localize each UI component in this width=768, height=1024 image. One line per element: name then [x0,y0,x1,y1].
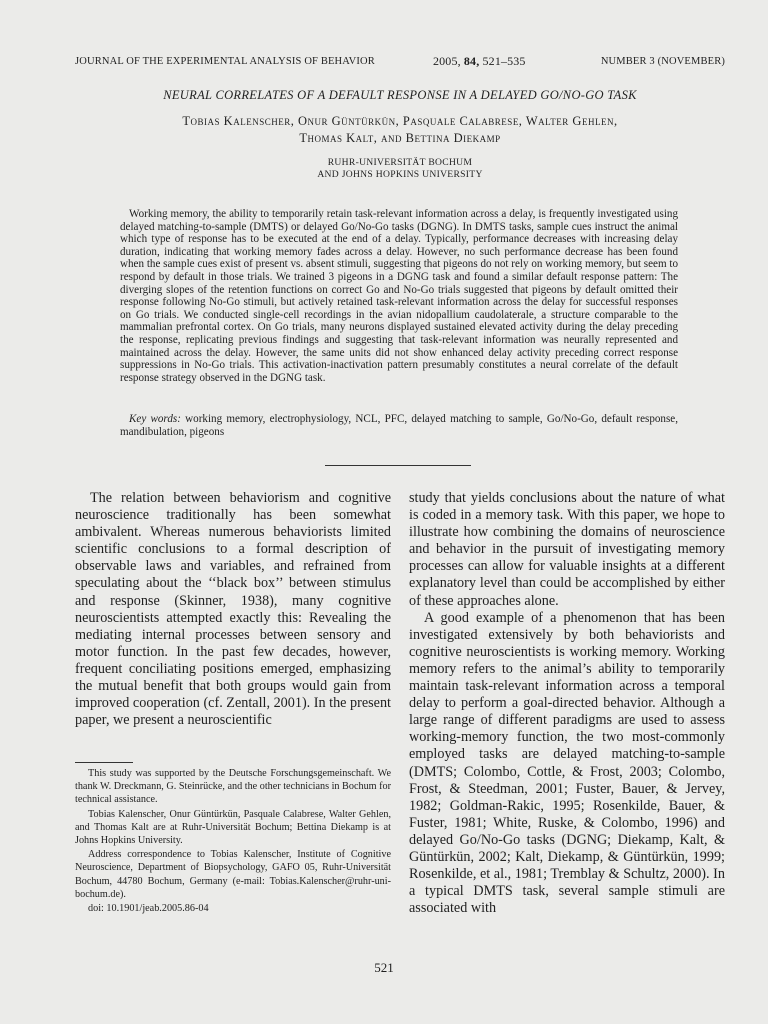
issue-number: NUMBER 3 (NOVEMBER) [600,56,725,67]
affiliations [75,157,725,180]
affiliation-line-1: RUHR-UNIVERSITÄT BOCHUM [327,157,473,168]
page-number: 521 [374,960,394,975]
keywords-text: working memory, electrophysiology, NCL, PFC, delayed matching to sample, Go/No-Go, default response, mandibulation, pigeons [120,413,678,438]
abstract: Working memory, the ability to temporarily retain task-relevant information across a delay, is frequently investigated using delayed matching-to-sample (DMTS) or delayed Go/No-Go tasks (DGNG). In DMTS tasks, sample cues instruct the animal which type of response has to be executed at the end of a delay. Typically, performance decreases with increasing delay duration, indicating that working memory fades across a delay. However, no such performance decrease has been found when the sample cues exist of present vs. absent stimuli, suggesting that pigeons do not rely on working memory, but seem to respond by default in those trials. We trained 3 pigeons in a DGNG task and found a similar default response pattern: The diverging slopes of the retention functions on correct Go and No-Go trials suggested that pigeons by default omitted their response following No-Go stimuli, but actively retained task-relevant information across the delay for successful responses on Go trials. We conducted single-cell recordings in the avian nidopallium caudolaterale, a structure comparable to the mammalian prefrontal cortex. On Go trials, many neurons displayed sustained elevated activity during the delay preceding the response, replicating previous findings and suggesting that task-relevant information was neurally represented and maintained across the delay. However, the same units did not show enhanced delay activity preceding correct response suppressions in No-Go trials. This activation-inactivation pattern presumably constitutes a neural correlate of the default response strategy observed in the DGNG task. [120,208,678,384]
citation-pages: 521–535 [482,54,526,68]
citation-volume: 84, [463,54,480,68]
footnote-doi: doi: 10.1901/jeab.2005.86-04 [88,903,209,915]
journal-name: JOURNAL OF THE EXPERIMENTAL ANALYSIS OF BEHAVIOR [75,56,375,67]
author-list [75,113,725,147]
body-paragraph: A good example of a phenomenon that has been investigated extensively by both behaviorists and cognitive neuroscientists is working memory. Working memory refers to the animal’s ability to temporarily maintain task-relevant information across a temporal delay to perform a goal-directed behavior. Although a large range of different paradigms are used to assess working-memory function, the two most-commonly employed tasks are delayed matching-to-sample (DMTS; Colombo, Cottle, & Frost, 2003; Colombo, Frost, & Steedman, 2001; Fuster, Bauer, & Jervey, 1982; Goldman-Rakic, 1995; Rosenkilde, Bauer, & Fuster, 1981; White, Ruske, & Colombo, 1996) and delayed Go/No-Go tasks (DGNG; Diekamp, Kalt, & Güntürkün, 2002; Kalt, Diekamp, & Güntürkün, 1999; Rosenkilde, et al., 1981; Tremblay & Schultz, 2000). In a typical DMTS task, several sample stimuli are associated with [409,609,725,917]
running-header [75,54,725,70]
body-column-left [75,490,391,729]
footnote-divider [75,762,133,763]
affiliation-line-2: AND JOHNS HOPKINS UNIVERSITY [317,168,483,180]
author-line-2: Thomas Kalt, and Bettina Diekamp [299,131,501,145]
body-paragraph-continued: study that yields conclusions about the nature of what is coded in a memory task. With this paper, we hope to illustrate how combining the domains of neuroscience and behavior in the pursuit of investigating memory processes can allow for valuable insights at a different explanatory level than could be accomplished by either of these approaches alone. [409,490,725,609]
footnotes [75,767,391,916]
footnote-correspondence: Address correspondence to Tobias Kalenscher, Institute of Cognitive Neuroscience, Department of Biopsychology, GAFO 05, Ruhr-Universität Bochum, 44780 Bochum, Germany (e-mail: Tobias.Kalenscher@ruhr-uni-bochum.de). [75,849,391,900]
footnote-authors: Tobias Kalenscher, Onur Güntürkün, Pasquale Calabrese, Walter Gehlen, and Thomas Kalt are at Ruhr-Universität Bochum; Bettina Diekamp is at Johns Hopkins University. [75,808,391,847]
body-column-right [409,490,725,917]
keywords [120,413,678,439]
body-paragraph: The relation between behaviorism and cognitive neuroscience traditionally has been somewhat ambivalent. Whereas numerous behaviorists limited scientific conclusions to a formal description of observable laws and variables, and refrained from speculating about the ‘‘black box’’ between stimulus and response (Skinner, 1938), many cognitive neuroscientists attempted exactly this: Revealing the mediating internal processes between sensory and motor function. In the past few decades, however, frequent conciliating positions emerged, emphasizing the mutual benefit that both groups would gain from improved cooperation (cf. Zentall, 2001). In the present paper, we present a neuroscientific [75,490,391,729]
section-divider [325,465,471,466]
author-line-1: Tobias Kalenscher, Onur Güntürkün, Pasquale Calabrese, Walter Gehlen, [182,114,618,128]
article-title: NEURAL CORRELATES OF A DEFAULT RESPONSE IN A DELAYED GO/NO-GO TASK [163,88,637,102]
keywords-label: Key words: [129,413,181,425]
footnote-support: This study was supported by the Deutsche Forschungsgemeinschaft. We thank W. Dreckmann, G. Steinrücke, and the other technicians in Bochum for technical assistance. [75,768,392,806]
citation [433,54,526,69]
citation-year: 2005, [433,54,461,68]
